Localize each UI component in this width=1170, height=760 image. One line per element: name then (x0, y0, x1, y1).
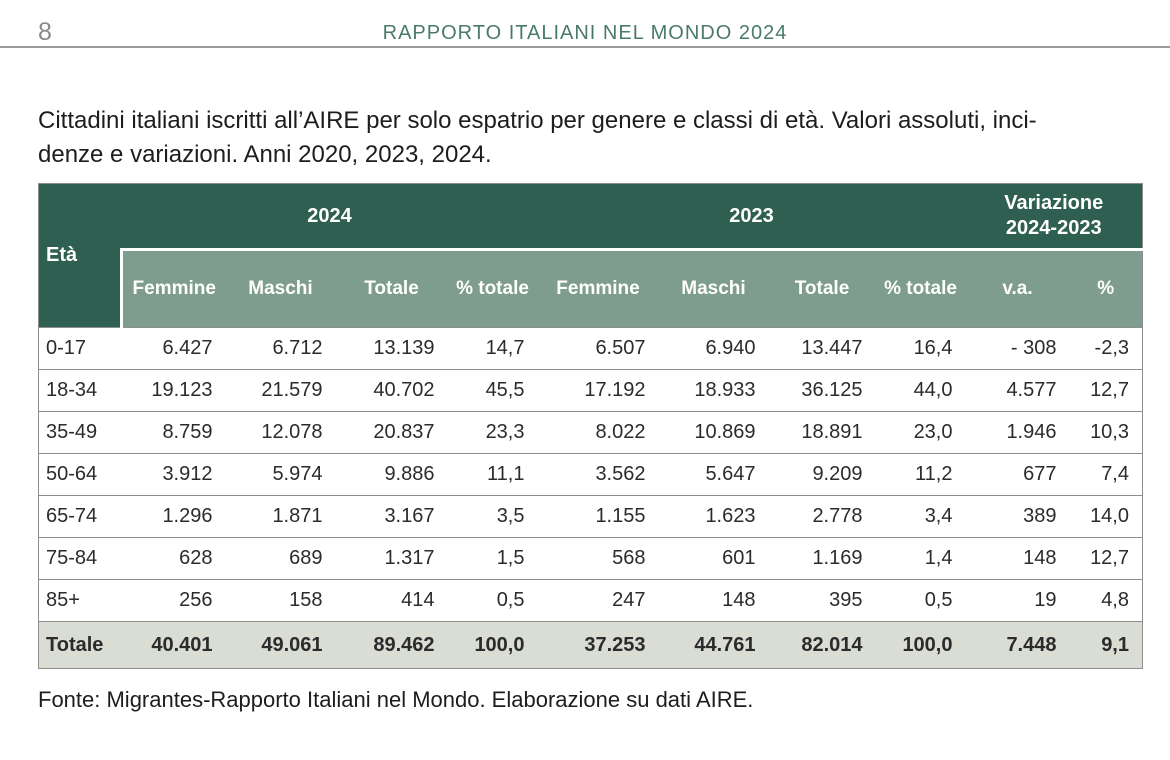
value-cell: 1.296 (122, 496, 226, 538)
value-cell: 12.078 (226, 412, 336, 454)
column-header-va: v.a. (966, 250, 1070, 328)
value-cell: 3,4 (876, 496, 966, 538)
value-cell: 13.447 (769, 328, 876, 370)
value-cell: 677 (966, 454, 1070, 496)
column-header-femmine-2024: Femmine (122, 250, 226, 328)
value-cell: 23,3 (448, 412, 538, 454)
group-header-row (39, 184, 1143, 250)
value-cell: 256 (122, 580, 226, 622)
value-cell: 628 (122, 538, 226, 580)
age-label: 18-34 (39, 370, 122, 412)
value-cell: 4.577 (966, 370, 1070, 412)
value-cell: 12,7 (1070, 538, 1143, 580)
age-label: Totale (39, 622, 122, 669)
page-header (0, 0, 1170, 46)
value-cell: 158 (226, 580, 336, 622)
column-header-maschi-2023: Maschi (659, 250, 769, 328)
group-header-2023: 2023 (538, 184, 966, 250)
value-cell: 8.759 (122, 412, 226, 454)
value-cell: 1.871 (226, 496, 336, 538)
value-cell: 0,5 (876, 580, 966, 622)
table-caption (38, 104, 1132, 172)
value-cell: 395 (769, 580, 876, 622)
value-cell: -2,3 (1070, 328, 1143, 370)
value-cell: 14,0 (1070, 496, 1143, 538)
value-cell: 45,5 (448, 370, 538, 412)
running-title: RAPPORTO ITALIANI NEL MONDO 2024 (382, 22, 788, 44)
value-cell: 7,4 (1070, 454, 1143, 496)
value-cell: 11,2 (876, 454, 966, 496)
value-cell: 414 (336, 580, 448, 622)
column-header-pct: % (1070, 250, 1143, 328)
eta-column-header: Età (39, 184, 122, 328)
value-cell: 5.974 (226, 454, 336, 496)
value-cell: 6.940 (659, 328, 769, 370)
value-cell: 3.167 (336, 496, 448, 538)
value-cell: 6.427 (122, 328, 226, 370)
column-header-pct-totale-2023: % totale (876, 250, 966, 328)
age-label: 75-84 (39, 538, 122, 580)
variazione-label-line-2: 2024-2023 (1005, 217, 1102, 239)
value-cell: 89.462 (336, 622, 448, 669)
value-cell: - 308 (966, 328, 1070, 370)
value-cell: 19.123 (122, 370, 226, 412)
column-header-totale-2024: Totale (336, 250, 448, 328)
aire-statistics-table (38, 183, 1143, 669)
value-cell: 18.891 (769, 412, 876, 454)
table-row (39, 538, 1143, 580)
value-cell: 49.061 (226, 622, 336, 669)
value-cell: 247 (538, 580, 659, 622)
variazione-label-line-1: Variazione (1004, 192, 1104, 214)
caption-line-1: Cittadini italiani iscritti all’AIRE per solo espatrio per genere e classi di età. Valori assoluti, inci- (38, 107, 1037, 134)
value-cell: 40.401 (122, 622, 226, 669)
age-label: 35-49 (39, 412, 122, 454)
value-cell: 2.778 (769, 496, 876, 538)
value-cell: 1.169 (769, 538, 876, 580)
table-row (39, 328, 1143, 370)
value-cell: 82.014 (769, 622, 876, 669)
column-header-totale-2023: Totale (769, 250, 876, 328)
group-header-variazione (966, 184, 1143, 250)
age-label: 0-17 (39, 328, 122, 370)
table-total-row (39, 622, 1143, 669)
caption-line-2: denze e variazioni. Anni 2020, 2023, 2024. (38, 141, 492, 168)
value-cell: 36.125 (769, 370, 876, 412)
value-cell: 10,3 (1070, 412, 1143, 454)
age-label: 85+ (39, 580, 122, 622)
value-cell: 568 (538, 538, 659, 580)
value-cell: 14,7 (448, 328, 538, 370)
value-cell: 0,5 (448, 580, 538, 622)
source-note: Fonte: Migrantes-Rapporto Italiani nel Mondo. Elaborazione su dati AIRE. (38, 687, 754, 712)
value-cell: 10.869 (659, 412, 769, 454)
value-cell: 18.933 (659, 370, 769, 412)
value-cell: 23,0 (876, 412, 966, 454)
value-cell: 12,7 (1070, 370, 1143, 412)
value-cell: 1,5 (448, 538, 538, 580)
column-header-femmine-2023: Femmine (538, 250, 659, 328)
table-row (39, 454, 1143, 496)
value-cell: 100,0 (876, 622, 966, 669)
value-cell: 1.317 (336, 538, 448, 580)
value-cell: 1.946 (966, 412, 1070, 454)
value-cell: 16,4 (876, 328, 966, 370)
value-cell: 21.579 (226, 370, 336, 412)
sub-header-row (39, 250, 1143, 328)
value-cell: 3,5 (448, 496, 538, 538)
column-header-maschi-2024: Maschi (226, 250, 336, 328)
group-header-2024: 2024 (122, 184, 538, 250)
table-header (39, 184, 1143, 328)
table-body (39, 328, 1143, 669)
page-number: 8 (38, 18, 52, 46)
value-cell: 19 (966, 580, 1070, 622)
column-header-pct-totale-2024: % totale (448, 250, 538, 328)
header-rule (0, 46, 1170, 48)
value-cell: 8.022 (538, 412, 659, 454)
table-row (39, 412, 1143, 454)
value-cell: 6.712 (226, 328, 336, 370)
value-cell: 17.192 (538, 370, 659, 412)
table-row (39, 370, 1143, 412)
value-cell: 148 (966, 538, 1070, 580)
table-row (39, 580, 1143, 622)
age-label: 65-74 (39, 496, 122, 538)
value-cell: 3.562 (538, 454, 659, 496)
value-cell: 389 (966, 496, 1070, 538)
value-cell: 40.702 (336, 370, 448, 412)
value-cell: 1.623 (659, 496, 769, 538)
value-cell: 5.647 (659, 454, 769, 496)
value-cell: 601 (659, 538, 769, 580)
value-cell: 689 (226, 538, 336, 580)
value-cell: 44.761 (659, 622, 769, 669)
value-cell: 7.448 (966, 622, 1070, 669)
age-label: 50-64 (39, 454, 122, 496)
value-cell: 3.912 (122, 454, 226, 496)
value-cell: 148 (659, 580, 769, 622)
value-cell: 37.253 (538, 622, 659, 669)
value-cell: 4,8 (1070, 580, 1143, 622)
value-cell: 44,0 (876, 370, 966, 412)
value-cell: 1.155 (538, 496, 659, 538)
value-cell: 6.507 (538, 328, 659, 370)
value-cell: 20.837 (336, 412, 448, 454)
value-cell: 11,1 (448, 454, 538, 496)
value-cell: 9.209 (769, 454, 876, 496)
value-cell: 100,0 (448, 622, 538, 669)
value-cell: 9.886 (336, 454, 448, 496)
value-cell: 13.139 (336, 328, 448, 370)
table-row (39, 496, 1143, 538)
value-cell: 9,1 (1070, 622, 1143, 669)
value-cell: 1,4 (876, 538, 966, 580)
